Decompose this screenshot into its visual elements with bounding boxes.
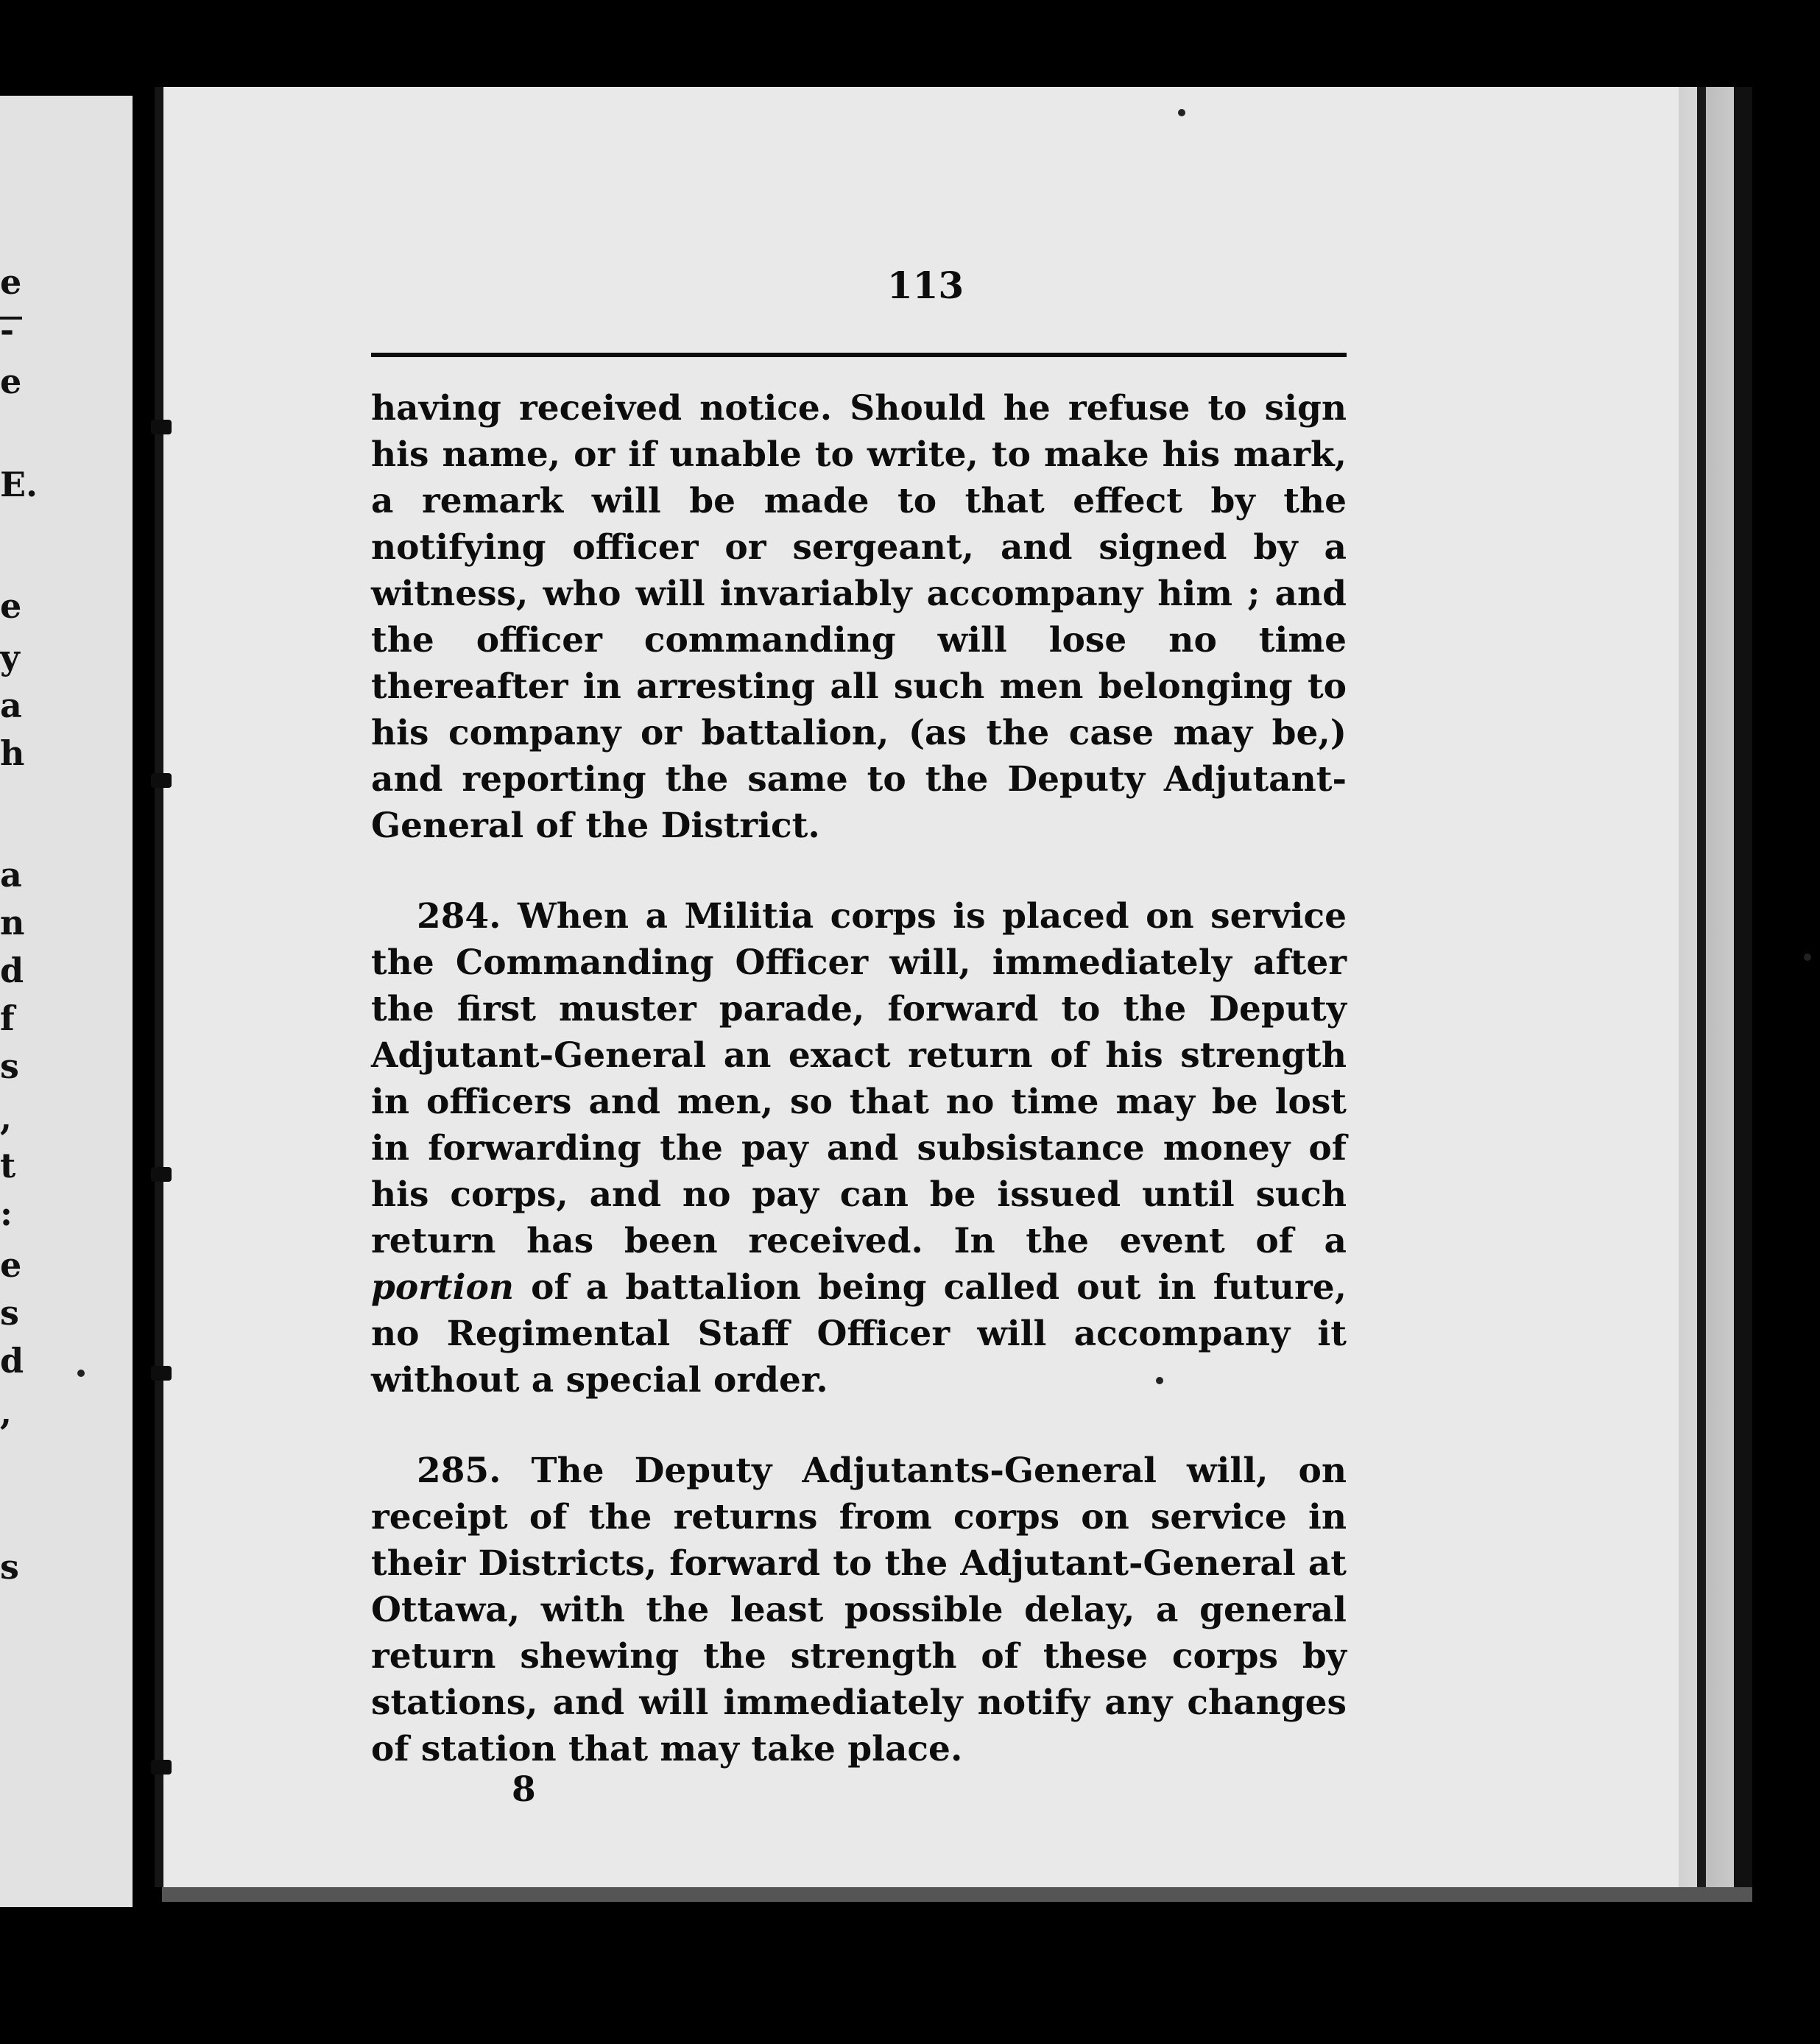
book-page <box>155 87 1679 1887</box>
speck <box>1178 109 1185 116</box>
italic-text: portion <box>371 1267 515 1308</box>
edge-letter: E. <box>0 465 38 504</box>
binding-stitch <box>151 420 172 434</box>
edge-letter: e <box>0 262 22 302</box>
page-edges <box>1668 87 1752 1898</box>
edge-letter: a <box>0 686 22 725</box>
header-rule <box>371 353 1347 357</box>
edge-letter: - <box>0 310 15 350</box>
edge-letter: f <box>0 998 15 1038</box>
edge-letter: d <box>0 951 24 990</box>
edge-letter: y <box>0 638 20 677</box>
paragraph <box>371 385 1347 849</box>
edge-letter: a <box>0 855 22 895</box>
edge-letter: h <box>0 733 25 773</box>
paragraph-text: When a Militia corps is placed on service the Commanding Officer will, immediately after the first muster parade, forward to the Deputy Adjutant-General an exact return of his strength in officers and men, so that no time may be lost in forwarding the pay and subsistance money of his corps, and no pay can be issued until such return has been received. In the event of a <box>371 896 1347 1261</box>
signature-mark: 8 <box>512 1769 536 1810</box>
edge-letter: s <box>0 1293 19 1333</box>
binding-stitch <box>151 1760 172 1775</box>
edge-letter: : <box>0 1194 13 1233</box>
edge-letter: , <box>0 1392 13 1432</box>
paragraph-text: The Deputy Adjutants-General will, on receipt of the returns from corps on service in their Districts, forward to the Adjutant-General at Ottawa, with the least possible delay, a general return shewing the strength of these corps by stations, and will immediately notify any changes of station that may take place. <box>371 1451 1347 1769</box>
left-page-fragment <box>0 96 133 1907</box>
edge-letter: e <box>0 1245 22 1285</box>
paragraph <box>371 1448 1347 1772</box>
binding-stitch <box>151 1366 172 1381</box>
edge-letter: t <box>0 1146 16 1185</box>
speck <box>77 1370 85 1377</box>
binding-stitch <box>151 773 172 788</box>
speck <box>1804 954 1811 961</box>
edge-letter: s <box>0 1046 19 1086</box>
speck <box>1156 1377 1163 1384</box>
page-bottom-shadow <box>162 1887 1752 1902</box>
paragraph-text: of a battalion being called out in future, no Regimental Staff Officer will accompany it without a special order. <box>371 1267 1347 1400</box>
page-number: 113 <box>886 264 964 307</box>
edge-letter: s <box>0 1547 19 1587</box>
page-body <box>371 385 1347 1772</box>
binding-stitch <box>151 1167 172 1182</box>
paragraph <box>371 893 1347 1403</box>
edge-letter: d <box>0 1341 24 1381</box>
edge-letter: e <box>0 586 22 626</box>
edge-letter: , <box>0 1098 13 1138</box>
section-number: 285. <box>417 1451 501 1491</box>
section-number: 284. <box>417 896 501 937</box>
edge-letter: e <box>0 362 22 401</box>
paragraph-text: having received notice. Should he refuse to sign his name, or if unable to write, to make his mark, a remark will be made to that effect by the notifying officer or sergeant, and signed by a witness, who will invariably accompany him ; and the officer commanding will lose no time thereafter in arresting all such men belonging to his company or battalion, (as the case may be,) and reporting the same to the Deputy Adjutant-General of the District. <box>371 388 1347 846</box>
edge-letter: n <box>0 903 25 942</box>
